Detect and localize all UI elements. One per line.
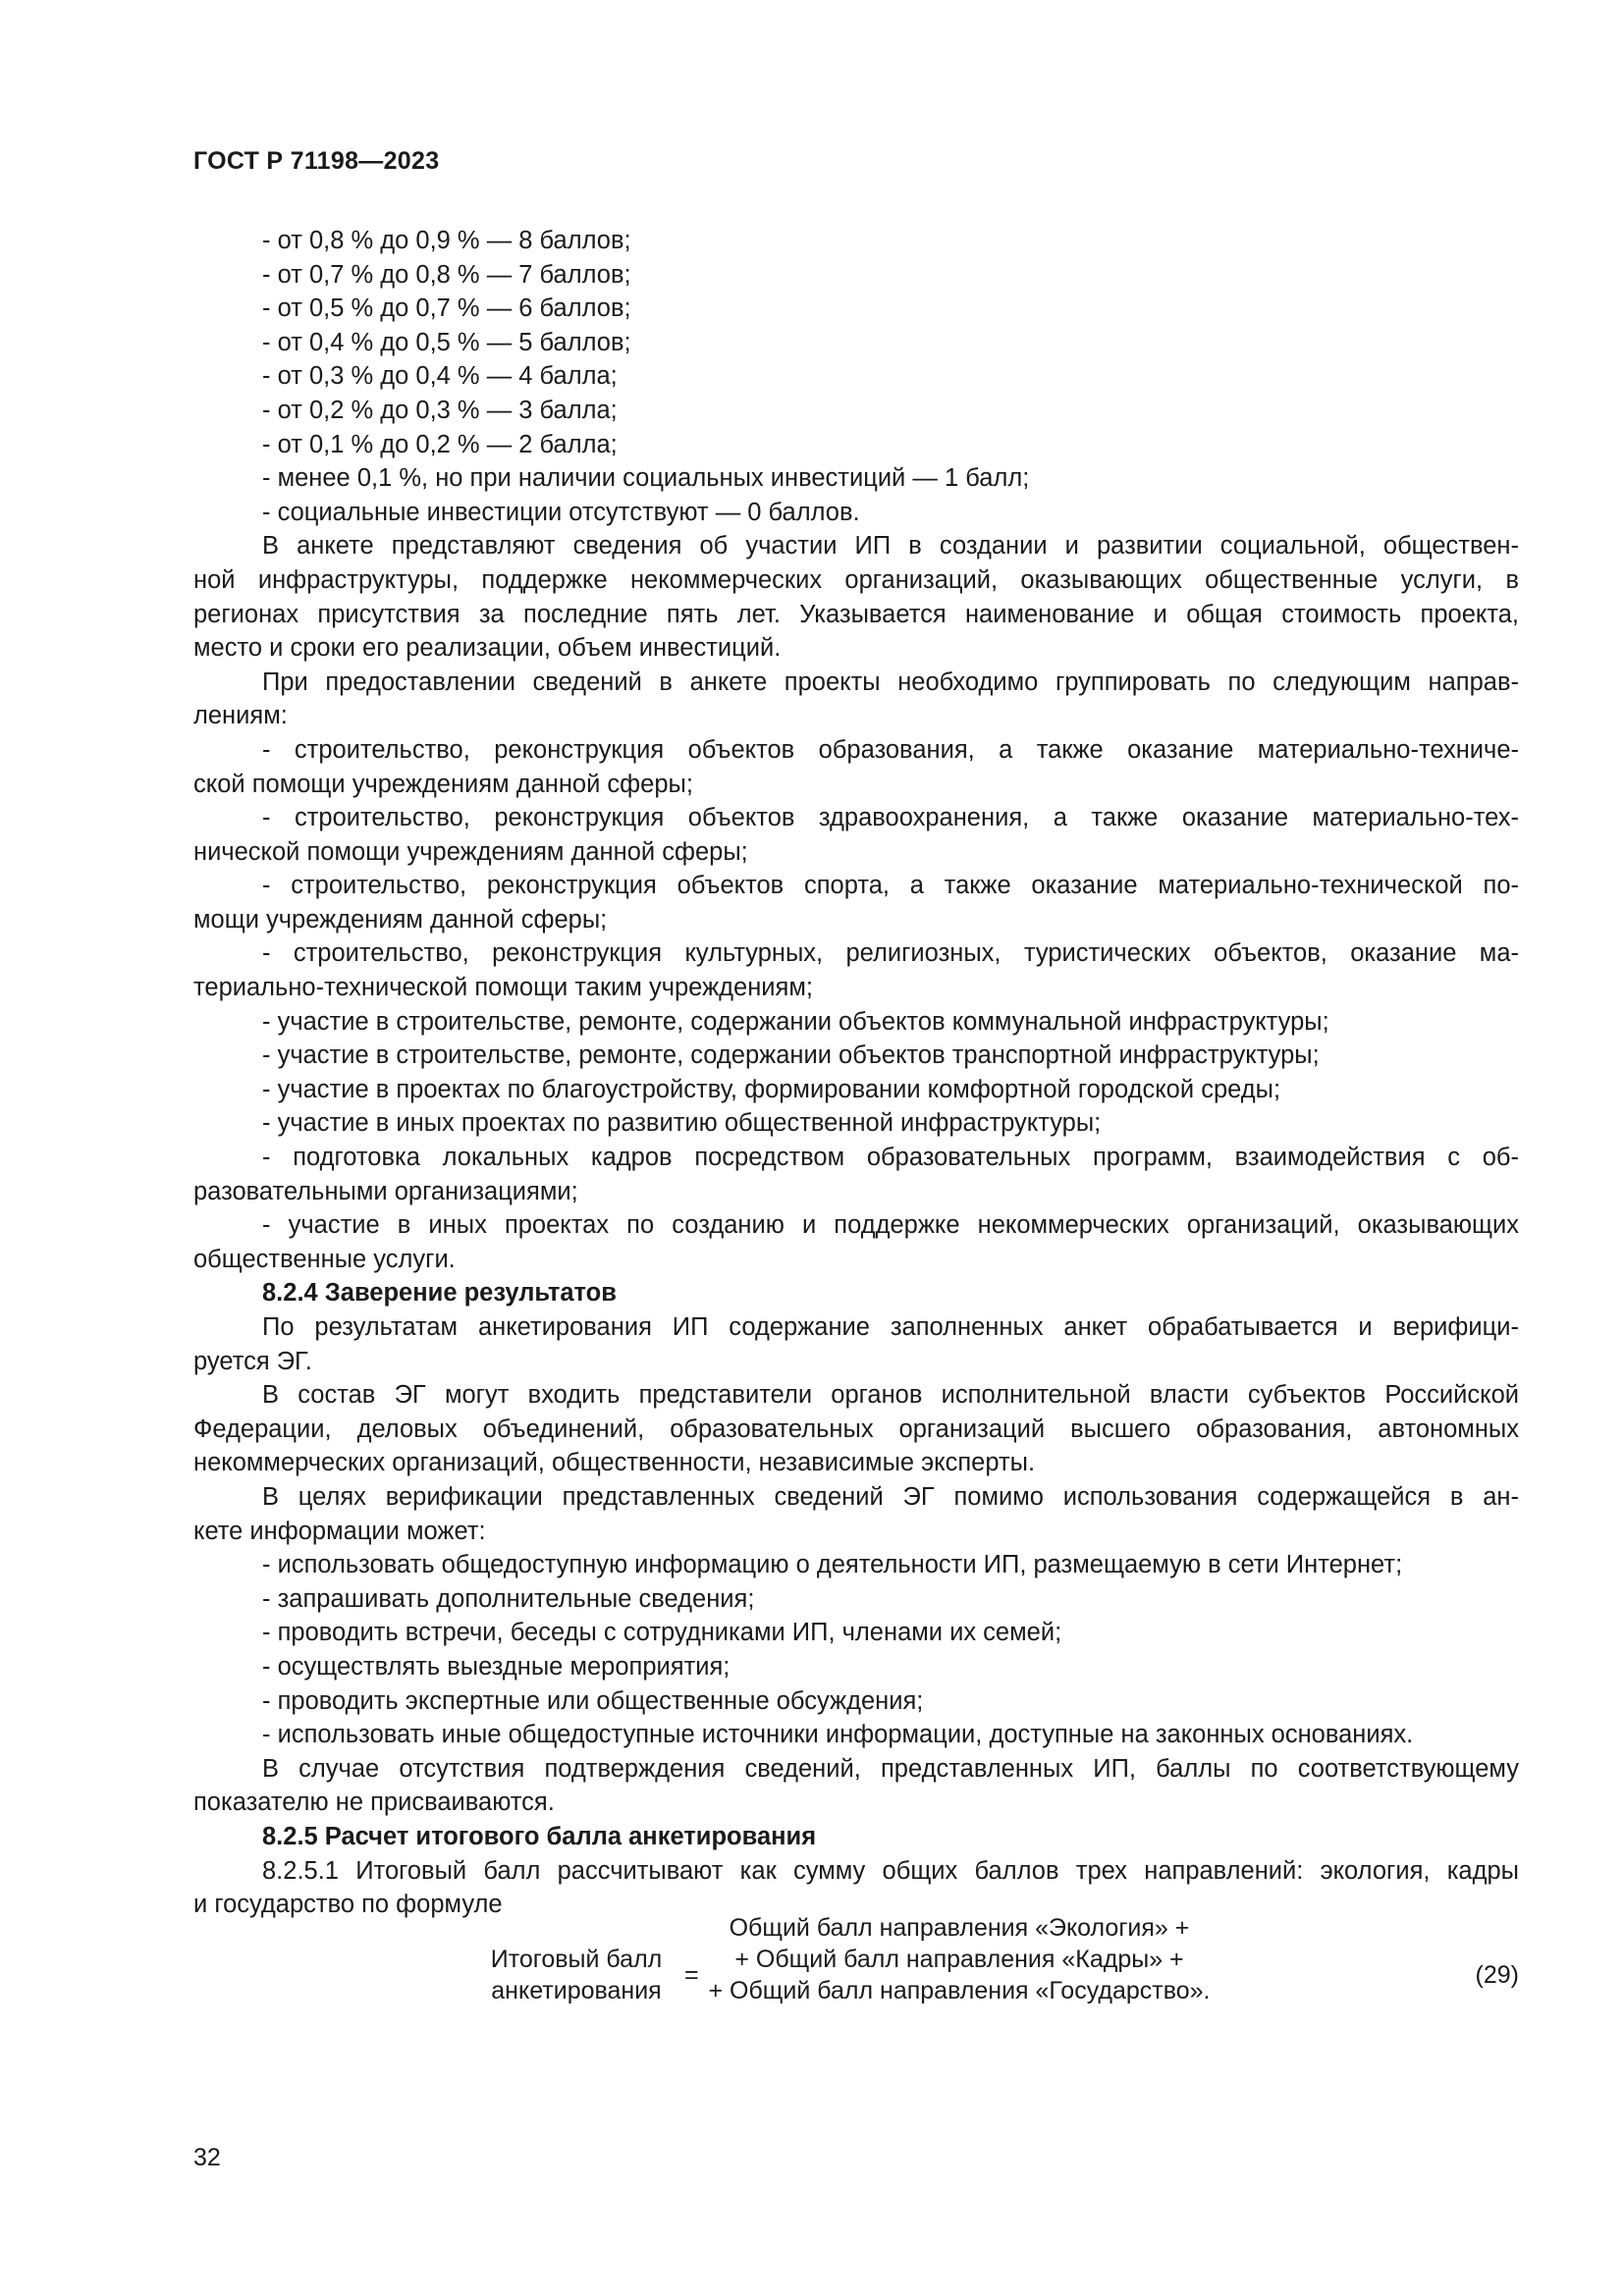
paragraph-line: кете информации может: [193,1517,486,1545]
section-heading-8-2-5: 8.2.5 Расчет итогового балла анкетирования [262,1822,817,1850]
verification-item: - проводить экспертные или общественные обсуждения; [262,1686,924,1715]
formula-right-line: + Общий балл направления «Кадры» + [734,1946,1184,1973]
direction-item: - строительство, реконструкция объектов образования, а также оказание материально-техниче- [262,735,1519,764]
direction-item: - подготовка локальных кадров посредством образовательных программ, взаимодействия с об- [262,1144,1519,1172]
direction-item-cont: общественные услуги. [193,1245,456,1273]
paragraph-line: В целях верификации представленных сведений ЭГ помимо использования содержащейся в ан- [262,1482,1519,1511]
paragraph-line: По результатам анкетирования ИП содержание заполненных анкет обрабатывается и верифици- [262,1313,1519,1341]
score-item: - от 0,3 % до 0,4 % — 4 балла; [262,362,618,391]
verification-item: - осуществлять выездные мероприятия; [262,1652,731,1681]
paragraph-line: регионах присутствия за последние пять лет. Указывается наименование и общая стоимость проекта, [193,600,1519,628]
verification-item: - использовать общедоступную информацию о деятельности ИП, размещаемую в сети Интернет; [262,1551,1403,1579]
direction-item: - строительство, реконструкция объектов спорта, а также оказание материально-технической по- [262,872,1519,900]
direction-item: - строительство, реконструкция культурных, религиозных, туристических объектов, оказание ма- [262,939,1519,968]
paragraph-line: лениям: [193,702,288,730]
direction-item-cont: нической помощи учреждениям данной сферы; [193,837,748,866]
formula-right-line: + Общий балл направления «Государство». [708,1977,1211,2004]
score-item: - от 0,5 % до 0,7 % — 6 баллов; [262,294,631,323]
paragraph-line: некоммерческих организаций, общественности, независимые эксперты. [193,1449,1036,1477]
paragraph-line: ной инфраструктуры, поддержке некоммерческих организаций, оказывающих общественные услуги, в [193,565,1519,594]
formula-right-side [704,1912,1215,2006]
direction-item: - участие в иных проектах по развитию общественной инфраструктуры; [262,1109,1102,1138]
document-body [193,224,1519,1922]
score-item: - от 0,4 % до 0,5 % — 5 баллов; [262,328,631,356]
verification-item: - запрашивать дополнительные сведения; [262,1584,755,1613]
paragraph-line: В случае отсутствия подтверждения сведений, представленных ИП, баллы по соответствующему [262,1754,1519,1783]
paragraph-line: При предоставлении сведений в анкете проекты необходимо группировать по следующим направ- [262,667,1519,696]
verification-item: - использовать иные общедоступные источники информации, доступные на законных основаниях. [262,1721,1414,1749]
formula-equals-sign: = [684,1961,699,1989]
paragraph-line: руется ЭГ. [193,1347,312,1375]
formula-left-line: Итоговый балл [490,1946,663,1973]
direction-item: - участие в иных проектах по созданию и поддержке некоммерческих организаций, оказывающих [262,1211,1519,1240]
paragraph-line: место и сроки его реализации, объем инвестиций. [193,634,782,663]
section-heading-8-2-4: 8.2.4 Заверение результатов [262,1279,617,1308]
formula-29 [193,1912,1519,2030]
paragraph-line: показателю не присваиваются. [193,1789,555,1817]
formula-number: (29) [1475,1961,1519,1989]
direction-item-cont: мощи учреждениям данной сферы; [193,905,608,934]
paragraph-line: и государство по формуле [193,1891,503,1919]
score-item: - от 0,1 % до 0,2 % — 2 балла; [262,430,618,458]
paragraph-line: Федерации, деловых объединений, образовательных организаций высшего образования, автономных [193,1415,1519,1443]
paragraph-line: 8.2.5.1 Итоговый балл рассчитывают как сумму общих баллов трех направлений: экология, кадры [262,1856,1519,1885]
standard-header: ГОСТ Р 71198—2023 [193,147,440,175]
score-item: - социальные инвестиции отсутствуют — 0 баллов. [262,498,860,526]
direction-item-cont: разовательными организациями; [193,1177,578,1205]
page-number: 32 [193,2144,221,2171]
score-item: - менее 0,1 %, но при наличии социальных инвестиций — 1 балл; [262,464,1030,493]
paragraph-line: В состав ЭГ могут входить представители органов исполнительной власти субъектов Российской [262,1381,1519,1410]
direction-item: - участие в строительстве, ремонте, содержании объектов коммунальной инфраструктуры; [262,1007,1329,1036]
verification-item: - проводить встречи, беседы с сотрудниками ИП, членами их семей; [262,1619,1062,1647]
direction-item: - участие в строительстве, ремонте, содержании объектов транспортной инфраструктуры; [262,1041,1320,1070]
direction-item-cont: териально-технической помощи таким учреждениям; [193,974,813,1002]
direction-item: - участие в проектах по благоустройству, формировании комфортной городской среды; [262,1075,1281,1103]
score-item: - от 0,2 % до 0,3 % — 3 балла; [262,396,618,424]
score-item: - от 0,8 % до 0,9 % — 8 баллов; [262,227,631,254]
score-item: - от 0,7 % до 0,8 % — 7 баллов; [262,260,631,289]
paragraph-line: В анкете представляют сведения об участии ИП в создании и развитии социальной, обществен- [262,532,1519,561]
direction-item-cont: ской помощи учреждениям данной сферы; [193,770,693,798]
formula-left-line: анкетирования [491,1977,662,2004]
direction-item: - строительство, реконструкция объектов здравоохранения, а также оказание материально-тех- [262,804,1519,832]
formula-left-side [488,1944,665,2006]
formula-right-line: Общий балл направления «Экология» + [729,1914,1190,1942]
